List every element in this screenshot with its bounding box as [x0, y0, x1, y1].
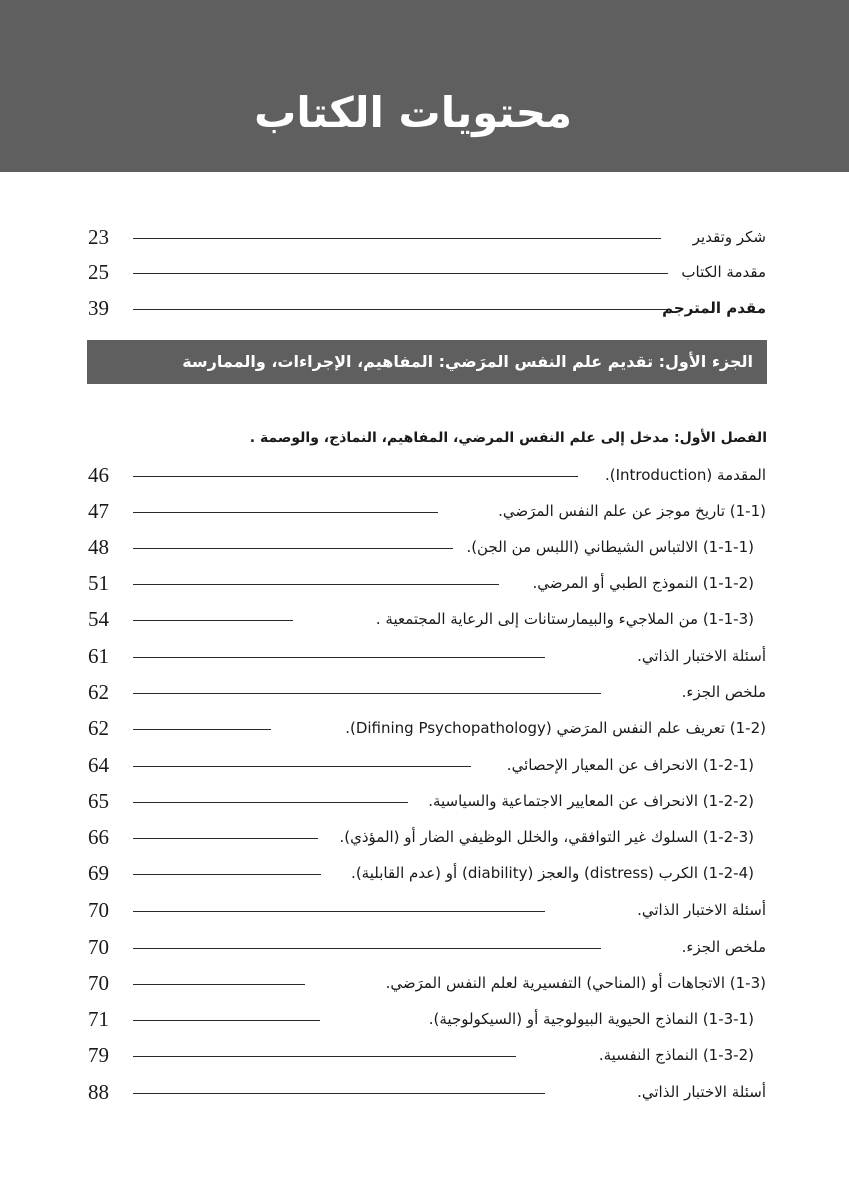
entry-title: المقدمة (Introduction). [604, 466, 766, 484]
page-number: 69 [88, 861, 109, 885]
toc-entry[interactable] [88, 713, 766, 743]
leader-line [133, 1093, 545, 1094]
toc-entry-acknowledgements[interactable] [88, 222, 766, 252]
leader-line [133, 984, 305, 985]
toc-entry[interactable] [88, 1040, 766, 1070]
entry-title: ملخص الجزء. [681, 938, 766, 956]
entry-title: (1-1) تاريخ موجز عن علم النفس المرَضي. [498, 502, 766, 520]
entry-title: (1-1-1) الالتباس الشيطاني (اللبس من الجن). [466, 538, 754, 556]
page-number: 70 [88, 898, 109, 922]
leader-line [133, 620, 293, 621]
leader-line [133, 802, 408, 803]
toc-entry[interactable] [88, 786, 766, 816]
leader-line [133, 874, 321, 875]
entry-title: (1-2-2) الانحراف عن المعايير الاجتماعية والسياسية. [428, 792, 754, 810]
page-number: 70 [88, 935, 109, 959]
toc-entry[interactable] [88, 750, 766, 780]
entry-title: (1-1-2) النموذج الطبي أو المرضي. [532, 574, 754, 592]
leader-line [133, 476, 578, 477]
chapter-title: الفصل الأول: مدخل إلى علم النفس المرضي، المفاهيم، النماذج، والوصمة . [249, 430, 767, 446]
toc-entry[interactable] [88, 1077, 766, 1107]
part-banner [87, 340, 767, 384]
leader-line [133, 238, 661, 239]
page-number: 48 [88, 535, 109, 559]
entry-title: أسئلة الاختبار الذاتي. [637, 1083, 766, 1101]
entry-title: مقدمة الكتاب [681, 263, 766, 281]
page-number: 65 [88, 789, 109, 813]
leader-line [133, 657, 545, 658]
leader-line [133, 273, 668, 274]
toc-entry[interactable] [88, 932, 766, 962]
leader-line [133, 1056, 516, 1057]
leader-line [133, 766, 471, 767]
entry-title: (1-2-4) الكرب (distress) والعجز (diability) أو (عدم القابلية). [351, 864, 754, 882]
leader-line [133, 948, 601, 949]
entry-title: أسئلة الاختبار الذاتي. [637, 901, 766, 919]
toc-entry[interactable] [88, 895, 766, 925]
page-number: 62 [88, 716, 109, 740]
page-number: 54 [88, 607, 109, 631]
page-number: 88 [88, 1080, 109, 1104]
page-number: 25 [88, 260, 109, 284]
toc-entry[interactable] [88, 496, 766, 526]
leader-line [133, 1020, 320, 1021]
toc-entry[interactable] [88, 641, 766, 671]
toc-entry-translator-intro[interactable] [88, 293, 766, 323]
toc-entry[interactable] [88, 968, 766, 998]
toc-entry[interactable] [88, 677, 766, 707]
toc-entry[interactable] [88, 822, 766, 852]
page-number: 79 [88, 1043, 109, 1067]
leader-line [133, 838, 318, 839]
page-number: 46 [88, 463, 109, 487]
page-number: 66 [88, 825, 109, 849]
leader-line [133, 693, 601, 694]
leader-line [133, 309, 668, 310]
entry-title: (1-3) الاتجاهات أو (المناحي) التفسيرية لعلم النفس المرَضي. [385, 974, 766, 992]
entry-title: ملخص الجزء. [681, 683, 766, 701]
page-number: 51 [88, 571, 109, 595]
leader-line [133, 584, 499, 585]
part-title: الجزء الأول: تقديم علم النفس المرَضي: المفاهيم، الإجراءات، والممارسة [182, 352, 753, 371]
leader-line [133, 911, 545, 912]
entry-title: مقدم المترجم [662, 299, 766, 317]
page-number: 47 [88, 499, 109, 523]
leader-line [133, 729, 271, 730]
entry-title: شكر وتقدير [692, 228, 766, 246]
title-banner [0, 0, 849, 172]
page-number: 39 [88, 296, 109, 320]
page-number: 61 [88, 644, 109, 668]
toc-entry[interactable] [88, 1004, 766, 1034]
entry-title: (1-2) تعريف علم النفس المرَضي (Difining Psychopathology). [345, 719, 766, 737]
page-number: 64 [88, 753, 109, 777]
page-number: 70 [88, 971, 109, 995]
entry-title: (1-1-3) من الملاجيء والبيمارستانات إلى الرعاية المجتمعية . [375, 610, 754, 628]
entry-title: (1-3-2) النماذج النفسية. [598, 1046, 754, 1064]
toc-entry[interactable] [88, 460, 766, 490]
toc-entry[interactable] [88, 858, 766, 888]
entry-title: أسئلة الاختبار الذاتي. [637, 647, 766, 665]
leader-line [133, 512, 438, 513]
page-title: محتويات الكتاب [254, 88, 572, 137]
entry-title: (1-2-3) السلوك غير التوافقي، والخلل الوظيفي الضار أو (المؤذي). [339, 828, 754, 846]
leader-line [133, 548, 453, 549]
page-number: 23 [88, 225, 109, 249]
page-number: 71 [88, 1007, 109, 1031]
toc-entry[interactable] [88, 568, 766, 598]
toc-entry-book-introduction[interactable] [88, 257, 766, 287]
entry-title: (1-2-1) الانحراف عن المعيار الإحصائي. [506, 756, 754, 774]
toc-entry[interactable] [88, 532, 766, 562]
toc-entry[interactable] [88, 604, 766, 634]
page-number: 62 [88, 680, 109, 704]
entry-title: (1-3-1) النماذج الحيوية البيولوجية أو (السيكولوجية). [428, 1010, 754, 1028]
